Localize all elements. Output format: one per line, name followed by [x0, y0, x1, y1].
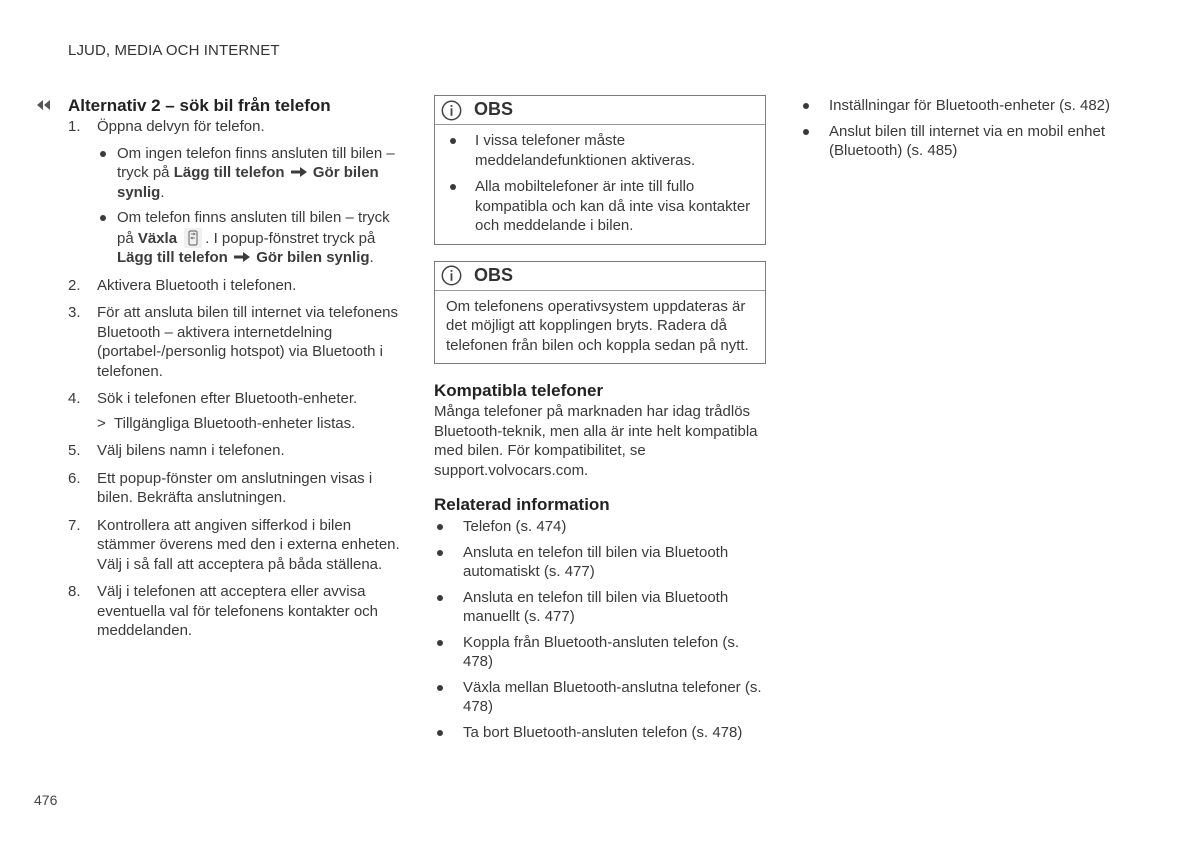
- obs-header: [435, 262, 765, 291]
- step-3: [68, 303, 408, 381]
- page-number: 476: [34, 792, 58, 808]
- related-link[interactable]: [434, 633, 766, 672]
- right-arrow-icon: [233, 251, 251, 263]
- obs-text: Om telefonens operativsystem uppdateras är det möjligt att kopplingen bryts. Radera då telefonen från bilen och koppla sedan på nytt.: [446, 297, 749, 354]
- bullet-icon: [450, 184, 456, 190]
- bullet-icon: [437, 524, 443, 530]
- obs-header: [435, 96, 765, 125]
- related-info-list: [434, 517, 766, 742]
- result-marker: >: [97, 414, 106, 432]
- step-1: [68, 117, 408, 268]
- info-circle-icon: [441, 100, 462, 121]
- step-text: Sök i telefonen efter Bluetooth-enheter.: [97, 390, 358, 407]
- step-text: Aktivera Bluetooth i telefonen.: [97, 276, 297, 294]
- step-1-sublist: [97, 144, 408, 268]
- menu-ref-add-phone: Lägg till telefon: [173, 164, 285, 181]
- sub-text: Om ingen telefon finns ansluten till bilen – tryck på: [117, 144, 395, 181]
- column-related-cont: [800, 95, 1130, 167]
- compatible-phones-heading: Kompatibla telefoner: [434, 381, 604, 400]
- step-text: Kontrollera att angiven sifferkod i bilen stämmer överens med den i externa enheten. Välj i så fall att acceptera på båda ställena.: [97, 516, 400, 573]
- related-link-text[interactable]: Telefon (s. 474): [463, 518, 567, 535]
- step-result: [97, 414, 408, 434]
- step-number: 4.: [68, 390, 81, 407]
- menu-ref-make-visible: Gör bilen synlig: [256, 249, 370, 266]
- related-link-text[interactable]: Ta bort Bluetooth-ansluten telefon (s. 478): [463, 723, 743, 741]
- step-4: [68, 389, 408, 433]
- obs-title: OBS: [474, 99, 514, 120]
- step-number: 6.: [68, 469, 81, 487]
- step-text: Välj i telefonen att acceptera eller avvisa eventuella val för telefonens kontakter och meddelanden.: [97, 583, 379, 639]
- bullet-icon: [437, 550, 443, 556]
- menu-ref-make-visible: Gör bilen synlig: [117, 164, 379, 201]
- step-text: Öppna delvyn för telefon.: [97, 118, 265, 135]
- step-5: [68, 441, 408, 461]
- sub-text: . I popup-fönstret tryck på: [205, 229, 376, 247]
- related-link-text[interactable]: Inställningar för Bluetooth-enheter (s. 482): [829, 97, 1110, 114]
- bullet-icon: [100, 151, 106, 157]
- step-2: [68, 276, 408, 296]
- bullet-icon: [437, 640, 443, 646]
- double-chevron-left-icon[interactable]: [34, 97, 54, 113]
- bullet-icon: [803, 129, 809, 135]
- obs-item-text: I vissa telefoner måste meddelandefunktionen aktiveras.: [475, 132, 696, 169]
- obs-list: [446, 131, 754, 236]
- related-link[interactable]: [434, 678, 766, 717]
- column-notes: [434, 95, 766, 748]
- bullet-icon: [437, 595, 443, 601]
- step-8: [68, 582, 408, 641]
- sub-text: Om telefon finns ansluten till bilen – tryck på: [117, 209, 390, 247]
- related-link[interactable]: [434, 723, 766, 743]
- related-link[interactable]: [800, 122, 1130, 161]
- step-text: För att ansluta bilen till internet via telefonens Bluetooth – aktivera internetdelning (portabel-/personlig hotspot) via Bluetooth i telefonen.: [97, 304, 399, 380]
- menu-ref-switch: Växla: [137, 229, 178, 247]
- step-number: 7.: [68, 516, 81, 534]
- step-number: 1.: [68, 118, 81, 135]
- obs-item-text: Alla mobiltelefoner är inte till fullo kompatibla och kan då inte visa kontakter och meddelande i bilen.: [475, 178, 751, 234]
- step-number: 3.: [68, 304, 81, 321]
- related-link-text[interactable]: Ansluta en telefon till bilen via Bluetooth manuellt (s. 477): [463, 588, 729, 625]
- related-link[interactable]: [434, 588, 766, 627]
- obs-box-2: [434, 261, 766, 365]
- step-6: [68, 469, 408, 508]
- bullet-icon: [450, 138, 456, 144]
- related-link[interactable]: [800, 96, 1130, 116]
- column-instructions: [68, 95, 408, 649]
- sub-item-phone-connected: [97, 208, 408, 268]
- related-link-text[interactable]: Växla mellan Bluetooth-anslutna telefoner (s. 478): [463, 678, 762, 715]
- sub-item-no-phone: [97, 144, 408, 203]
- related-link-text[interactable]: Anslut bilen till internet via en mobil enhet (Bluetooth) (s. 485): [829, 122, 1105, 159]
- step-text: Välj bilens namn i telefonen.: [97, 442, 285, 459]
- sub-text: .: [160, 183, 165, 201]
- menu-ref-add-phone: Lägg till telefon: [117, 249, 228, 266]
- related-info-heading: Relaterad information: [434, 495, 610, 514]
- result-text: Tillgängliga Bluetooth-enheter listas.: [114, 414, 356, 432]
- related-link-text[interactable]: Koppla från Bluetooth-ansluten telefon (s. 478): [463, 633, 740, 670]
- obs-body: [435, 291, 765, 364]
- info-circle-icon: [441, 265, 462, 286]
- related-info-list-continued: [800, 96, 1130, 161]
- obs-title: OBS: [474, 264, 514, 285]
- step-text: Ett popup-fönster om anslutningen visas i bilen. Bekräfta anslutningen.: [97, 469, 373, 506]
- bullet-icon: [437, 685, 443, 691]
- obs-body: [435, 125, 765, 244]
- bullet-icon: [803, 103, 809, 109]
- sub-text: .: [369, 249, 374, 266]
- step-number: 8.: [68, 583, 81, 600]
- obs-box-1: [434, 95, 766, 245]
- step-number: 2.: [68, 276, 81, 294]
- step-list: [68, 117, 408, 641]
- compatible-phones-text: Många telefoner på marknaden har idag trådlös Bluetooth-teknik, men alla är inte helt kompatibla med bilen. För kompatibilitet, se support.volvocars.com.: [434, 403, 758, 479]
- obs-item: [446, 131, 754, 170]
- step-7: [68, 516, 408, 575]
- bullet-icon: [100, 215, 106, 221]
- obs-item: [446, 177, 754, 236]
- step-number: 5.: [68, 442, 81, 459]
- phone-switch-icon: [184, 228, 202, 248]
- bullet-icon: [437, 730, 443, 736]
- section-title: Alternativ 2 – sök bil från telefon: [68, 96, 331, 115]
- page-header: LJUD, MEDIA OCH INTERNET: [68, 42, 280, 59]
- right-arrow-icon: [290, 166, 308, 178]
- related-link[interactable]: [434, 543, 766, 582]
- related-link-text[interactable]: Ansluta en telefon till bilen via Bluetooth automatiskt (s. 477): [463, 543, 729, 580]
- related-link[interactable]: [434, 517, 766, 537]
